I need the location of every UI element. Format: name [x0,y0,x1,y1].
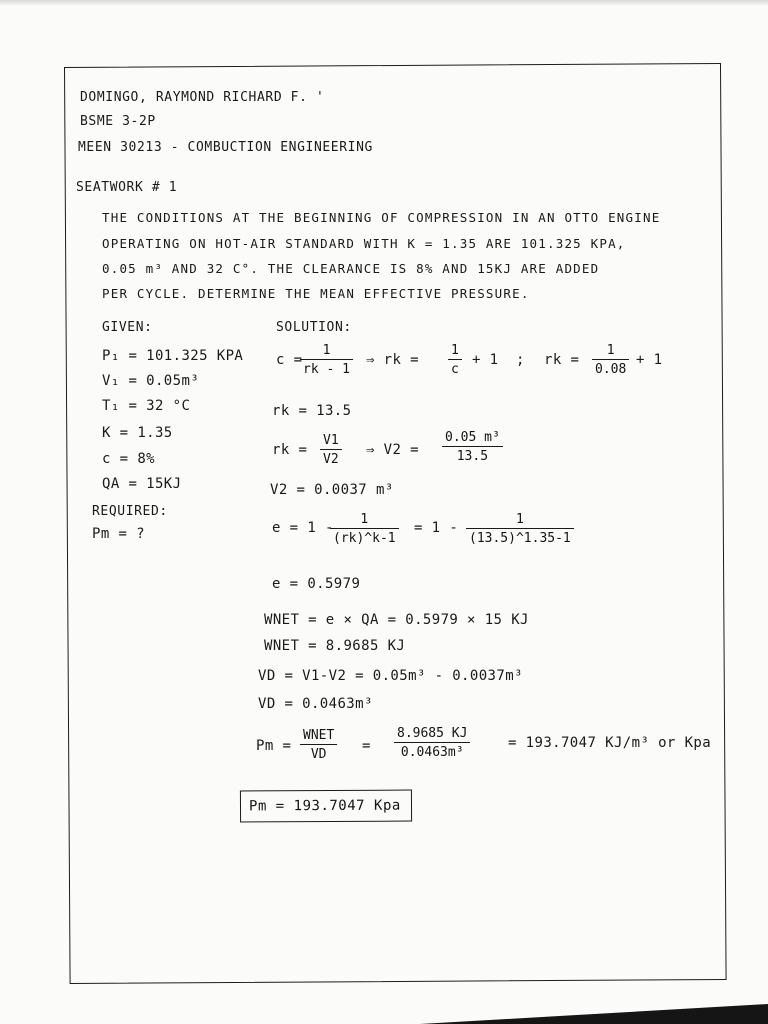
fraction-denominator: c [451,362,459,377]
given-heading: GIVEN: [102,320,153,335]
efficiency-equals: = 1 - [414,520,459,536]
net-work-equation: WNET = e × QA = 0.5979 × 15 KJ [264,612,529,628]
problem-line-2: OPERATING ON HOT-AIR STANDARD WITH K = 1.35 ARE 101.325 KPA, [102,236,626,251]
mep-fraction [300,728,337,762]
separator: ; [516,352,525,368]
seatwork-title: SEATWORK # 1 [76,180,178,195]
rk-lhs: rk = [544,352,580,368]
rk-value: rk = 13.5 [272,403,352,419]
displacement-equation: VD = V1-V2 = 0.05m³ - 0.0037m³ [258,668,523,684]
solution-heading: SOLUTION: [276,320,352,335]
efficiency-lhs: e = 1 - [272,520,334,536]
course-title: MEEN 30213 - COMBUCTION ENGINEERING [78,140,373,155]
student-name: DOMINGO, RAYMOND RICHARD F. ' [80,90,325,105]
required-item: Pm = ? [92,526,145,542]
plus-one: + 1 [472,352,499,368]
mep-result: = 193.7047 KJ/m³ or Kpa [508,735,712,751]
fraction-denominator: 0.08 [595,362,627,377]
given-item: V₁ = 0.05m³ [102,373,200,389]
fraction-denominator: 0.0463m³ [400,745,464,760]
plus-one: + 1 [636,352,663,368]
fraction-denominator: (13.5)^1.35-1 [469,531,571,546]
fraction-numerator: V1 [323,433,339,448]
mep-lhs: Pm = [256,738,292,754]
efficiency-fraction [330,512,399,546]
fraction-denominator: V2 [323,452,339,467]
clearance-equation-lhs: c = [276,352,303,368]
volume-ratio-fraction [320,433,342,467]
fraction-numerator: 1 [360,512,369,527]
given-item: c = 8% [102,451,155,467]
fraction-numerator: 8.9685 KJ [397,726,468,741]
efficiency-value: e = 0.5979 [272,576,361,592]
fraction-denominator: rk - 1 [303,362,350,377]
v2-value: V2 = 0.0037 m³ [270,482,394,498]
final-answer: Pm = 193.7047 Kpa [248,797,401,815]
displacement-value: VD = 0.0463m³ [258,696,373,712]
problem-line-4: PER CYCLE. DETERMINE THE MEAN EFFECTIVE PRESSURE. [102,286,530,301]
mep-equals: = [362,738,371,754]
net-work-value: WNET = 8.9685 KJ [264,638,406,654]
answer-box [240,790,412,823]
rk-ratio-lhs: rk = [272,442,308,458]
fraction-numerator: 1 [606,343,615,358]
implies-v2: ⇒ V2 = [366,442,419,458]
student-section: BSME 3-2P [80,114,156,129]
fraction-numerator: 0.05 m³ [445,430,500,445]
fraction-denominator: VD [310,747,327,762]
fraction-numerator: 1 [451,343,459,358]
mep-fraction-values [394,726,470,760]
inverse-clearance-fraction [448,343,462,377]
given-item: QA = 15KJ [102,476,182,492]
clearance-fraction [300,343,353,377]
fraction-numerator: 1 [322,343,331,358]
given-item: T₁ = 32 °C [102,398,191,414]
given-item: K = 1.35 [102,425,173,441]
fraction-numerator: WNET [303,728,335,743]
v2-fraction [442,430,503,464]
page-top-shadow [0,0,768,6]
efficiency-fraction-values [466,512,574,546]
required-heading: REQUIRED: [92,504,168,519]
implies-rk: ⇒ rk = [366,352,419,368]
fraction-denominator: (rk)^k-1 [333,531,396,546]
fraction-numerator: 1 [515,512,524,527]
given-item: P₁ = 101.325 KPA [102,348,244,364]
problem-line-3: 0.05 m³ AND 32 C°. THE CLEARANCE IS 8% AND 15KJ ARE ADDED [102,261,600,276]
rk-fraction [592,343,629,377]
problem-line-1: THE CONDITIONS AT THE BEGINNING OF COMPRESSION IN AN OTTO ENGINE [102,210,661,225]
fraction-denominator: 13.5 [456,449,489,464]
